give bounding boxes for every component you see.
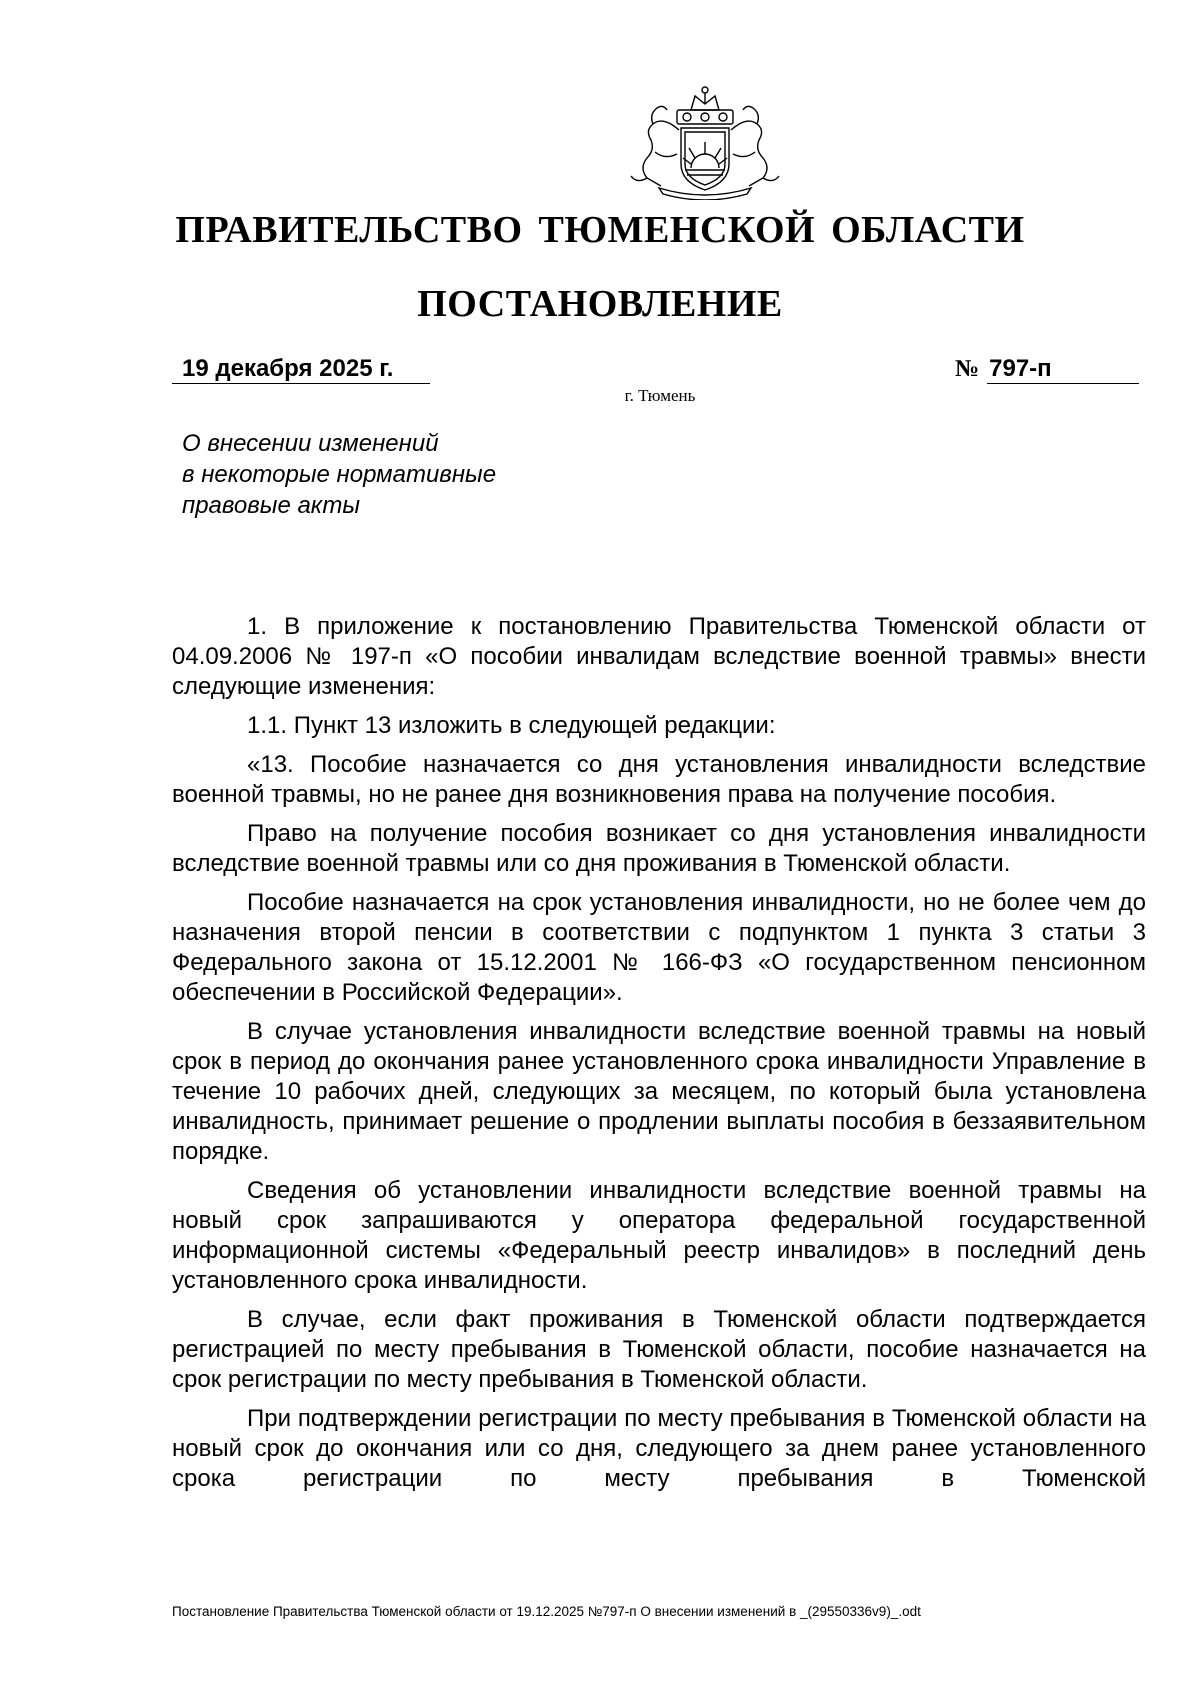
subject-line: О внесении изменений — [182, 430, 439, 457]
document-body — [172, 612, 1146, 1494]
body-paragraph: При подтверждении регистрации по месту пребывания в Тюменской области на новый срок до окончания или со дня, следующего за днем ранее установленного срока регистрации по месту пребывания в Тюменской — [172, 1405, 1146, 1492]
document-number: 797-п — [987, 354, 1139, 384]
number-sign: № — [955, 356, 980, 382]
body-paragraph: В случае, если факт проживания в Тюменской области подтверждается регистрацией по месту пребывания в Тюменской области, пособие назначается на срок регистрации по месту пребывания в Тюменской области. — [172, 1306, 1146, 1393]
body-paragraph: Сведения об установлении инвалидности вследствие военной травмы на новый срок запрашиваются у оператора федеральной государственной информационной системы «Федеральный реестр инвалидов» в последний день установленного срока инвалидности. — [172, 1177, 1146, 1294]
body-paragraph: В случае установления инвалидности вследствие военной травмы на новый срок в период до окончания ранее установленного срока инвалидности Управление в течение 10 рабочих дней, следующих за месяцем, по который была установлена инвалидность, принимает решение о продлении выплаты пособия в беззаявительном порядке. — [172, 1018, 1146, 1165]
coat-of-arms-icon — [625, 80, 785, 200]
document-number-block — [955, 354, 1139, 384]
document-date: 19 декабря 2025 г. — [172, 354, 430, 384]
body-paragraph: 1. В приложение к постановлению Правительства Тюменской области от 04.09.2006 № 197-п «О пособии инвалидам вследствие военной травмы» внести следующие изменения: — [172, 613, 1146, 700]
body-paragraph: 1.1. Пункт 13 изложить в следующей редакции: — [247, 712, 776, 739]
body-paragraph: «13. Пособие назначается со дня установления инвалидности вследствие военной травмы, но не ранее дня возникновения права на получение пособия. — [172, 751, 1146, 808]
document-subject — [182, 428, 582, 521]
subject-line: правовые акты — [182, 492, 361, 519]
document-type: ПОСТАНОВЛЕНИЕ — [417, 283, 783, 325]
organization-title: ПРАВИТЕЛЬСТВО ТЮМЕНСКОЙ ОБЛАСТИ — [175, 209, 1025, 251]
page-footer: Постановление Правительства Тюменской области от 19.12.2025 №797-п О внесении изменений в _(29550336v9)_.odt — [172, 1604, 921, 1619]
subject-line: в некоторые нормативные — [182, 461, 497, 488]
body-paragraph: Право на получение пособия возникает со дня установления инвалидности вследствие военной травмы или со дня проживания в Тюменской области. — [172, 820, 1146, 877]
city: г. Тюмень — [624, 386, 696, 405]
body-paragraph: Пособие назначается на срок установления инвалидности, но не более чем до назначения второй пенсии в соответствии с подпунктом 1 пункта 3 статьи 3 Федерального закона от 15.12.2001 № 166-ФЗ «О государственном пенсионном обеспечении в Российской Федерации». — [172, 889, 1146, 1006]
